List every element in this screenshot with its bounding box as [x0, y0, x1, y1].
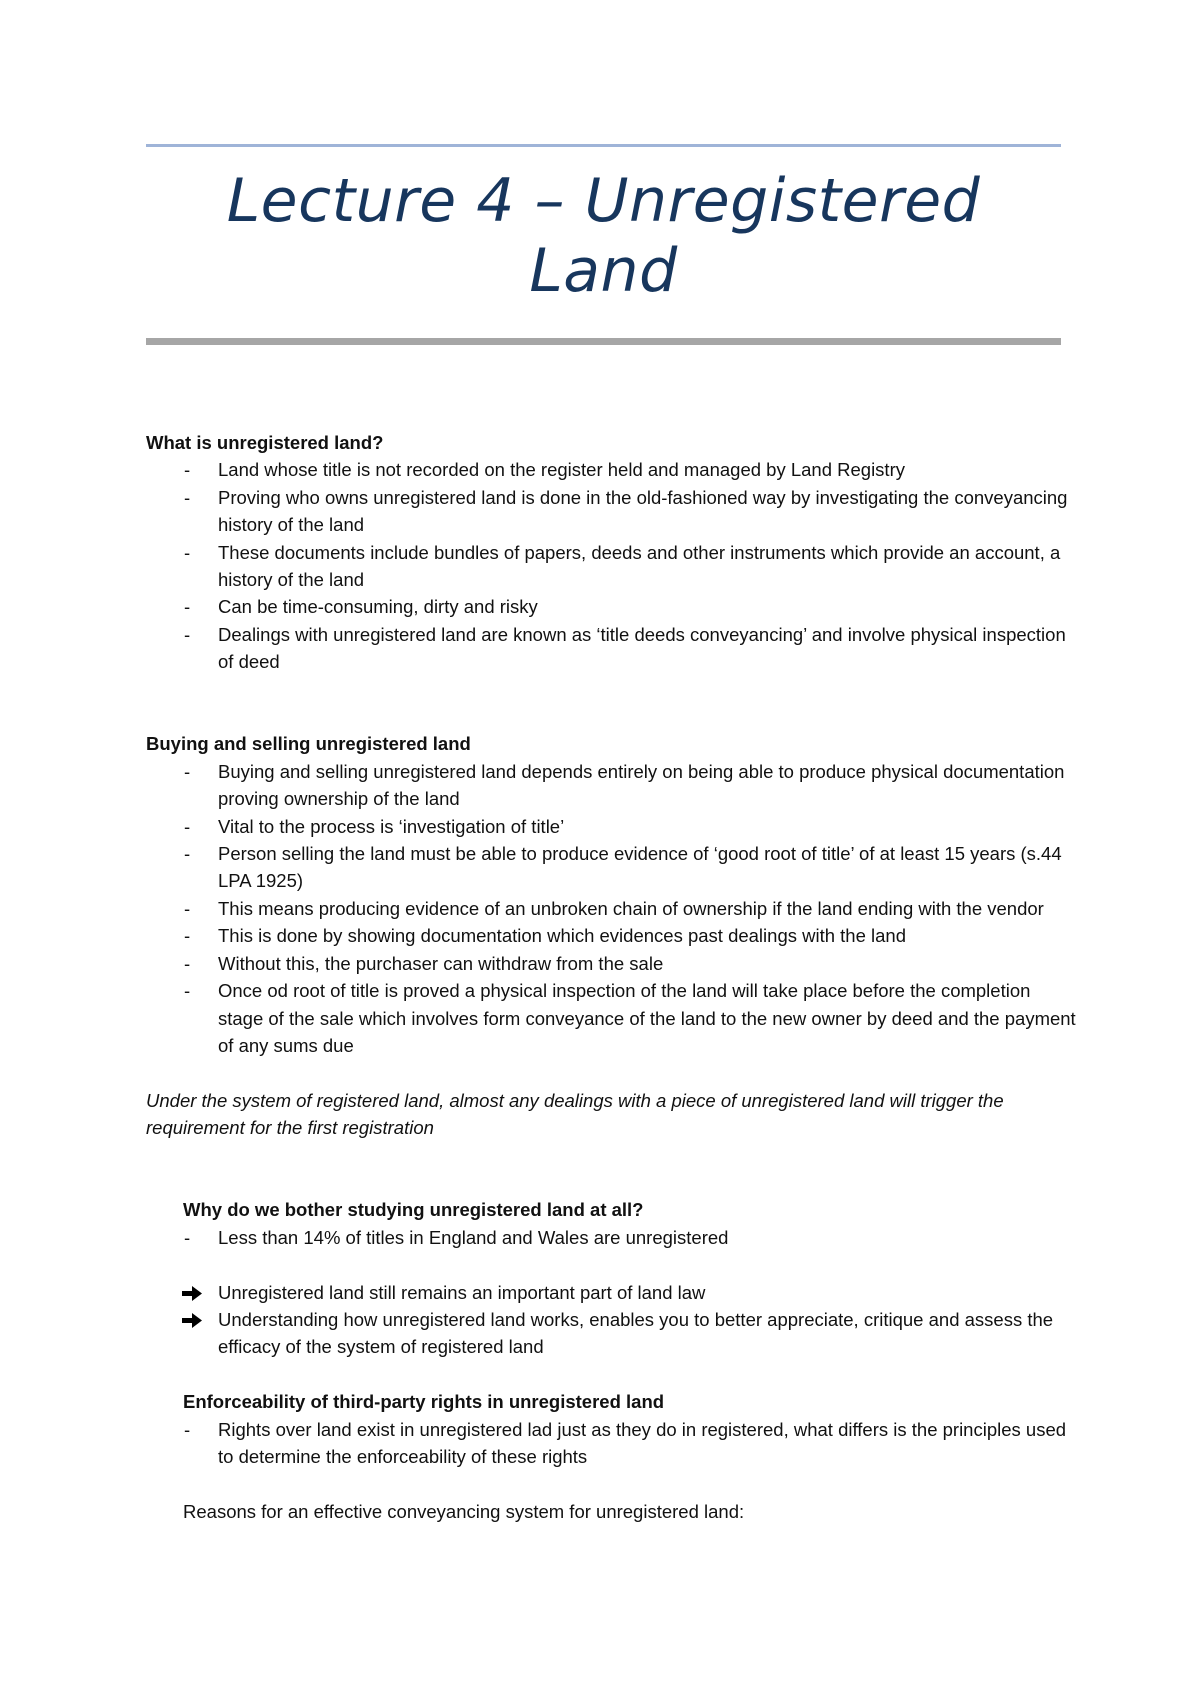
- list-item: - Rights over land exist in unregistered lad just as they do in registered, what differs is the principles used to determine the enforceability of these rights: [146, 1416, 1076, 1471]
- dash-bullet: -: [184, 541, 191, 563]
- bullet-list: [146, 1416, 1076, 1471]
- title-bottom-rule: [146, 338, 1061, 345]
- list-item: - Without this, the purchaser can withdraw from the sale: [146, 950, 1076, 977]
- bullet-list: [146, 758, 1076, 1059]
- dash-bullet: -: [184, 623, 191, 645]
- dash-bullet: -: [184, 897, 191, 919]
- page-title: Lecture 4 – Unregistered Land: [226, 166, 981, 306]
- list-item: Unregistered land still remains an important part of land law: [146, 1279, 1076, 1306]
- dash-bullet: -: [184, 815, 191, 837]
- list-item: - Once od root of title is proved a physical inspection of the land will take place before the completion stage of the sale which involves form conveyance of the land to the new owner by deed and the payment of any sums due: [146, 977, 1076, 1059]
- dash-bullet: -: [184, 760, 191, 782]
- dash-bullet: -: [184, 843, 191, 865]
- spacer: [146, 676, 1076, 731]
- section-heading: What is unregistered land?: [146, 432, 384, 453]
- list-item: - Buying and selling unregistered land depends entirely on being able to produce physical documentation proving ownership of the land: [146, 758, 1076, 813]
- enforce-section: [146, 1388, 1076, 1415]
- dash-bullet: -: [184, 486, 191, 508]
- right-arrow-icon: [182, 1313, 202, 1328]
- reasons-text: Reasons for an effective conveyancing system for unregistered land:: [183, 1500, 745, 1522]
- right-arrow-icon: [182, 1286, 202, 1301]
- list-item: - This means producing evidence of an unbroken chain of ownership if the land ending with the vendor: [146, 895, 1076, 922]
- spacer: [146, 1470, 1076, 1497]
- list-item: - Can be time-consuming, dirty and risky: [146, 593, 1076, 620]
- title-top-rule: [146, 144, 1061, 147]
- list-item: - Dealings with unregistered land are known as ‘title deeds conveyancing’ and involve physical inspection of deed: [146, 621, 1076, 676]
- why-section: [146, 1196, 1076, 1223]
- dash-bullet: -: [184, 925, 191, 947]
- dash-bullet: -: [184, 1418, 191, 1440]
- italic-note: Under the system of registered land, almost any dealings with a piece of unregistered land will trigger the requirement for the first registration: [146, 1089, 1004, 1139]
- section-heading: Buying and selling unregistered land: [146, 733, 471, 755]
- spacer: [146, 1059, 1076, 1086]
- spacer: [146, 1142, 1076, 1197]
- document-body: [146, 429, 1076, 1525]
- list-item: - Vital to the process is ‘investigation of title’: [146, 813, 1076, 840]
- section-heading: Enforceability of third-party rights in unregistered land: [183, 1391, 665, 1413]
- dash-bullet: -: [184, 596, 191, 618]
- list-item: - Person selling the land must be able to produce evidence of ‘good root of title’ of at least 15 years (s.44 LPA 1925): [146, 840, 1076, 895]
- spacer: [146, 1251, 1076, 1278]
- list-item: - This is done by showing documentation which evidences past dealings with the land: [146, 922, 1076, 949]
- spacer: [146, 1361, 1076, 1388]
- bullet-list: [146, 1224, 1076, 1251]
- list-item: Understanding how unregistered land works, enables you to better appreciate, critique and assess the efficacy of the system of registered land: [146, 1306, 1076, 1361]
- dash-bullet: -: [184, 980, 191, 1002]
- list-item: - Land whose title is not recorded on the register held and managed by Land Registry: [146, 456, 1076, 483]
- list-item: - Proving who owns unregistered land is done in the old-fashioned way by investigating the conveyancing history of the land: [146, 484, 1076, 539]
- arrow-list: [146, 1279, 1076, 1361]
- dash-bullet: -: [184, 459, 191, 481]
- section-heading: Why do we bother studying unregistered land at all?: [183, 1199, 644, 1221]
- bullet-list: [146, 456, 1076, 675]
- dash-bullet: -: [184, 952, 191, 974]
- dash-bullet: -: [184, 1226, 191, 1248]
- list-item: - These documents include bundles of papers, deeds and other instruments which provide an account, a history of the land: [146, 539, 1076, 594]
- list-item: - Less than 14% of titles in England and Wales are unregistered: [146, 1224, 1076, 1251]
- reasons-paragraph: [146, 1498, 1076, 1525]
